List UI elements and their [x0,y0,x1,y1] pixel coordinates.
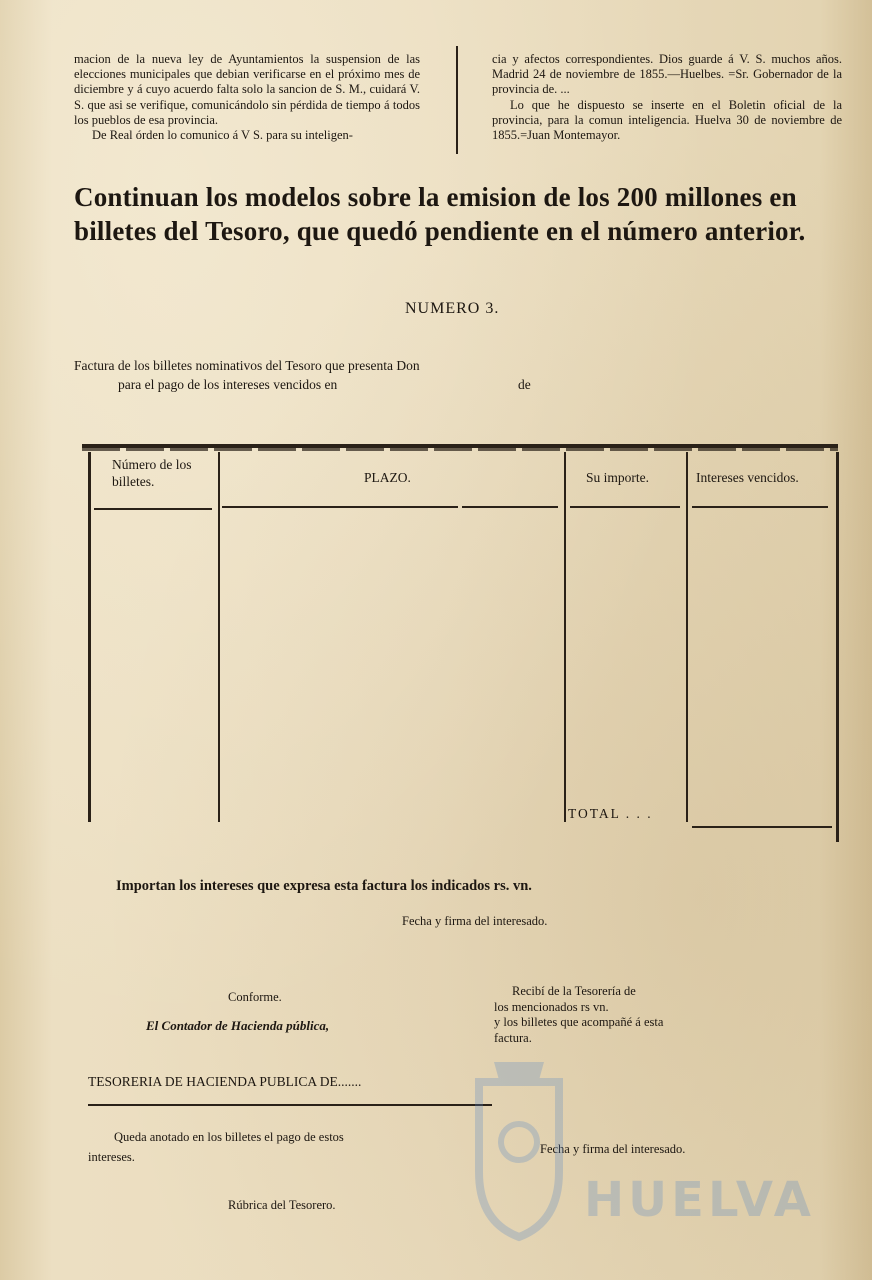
factura-line-2a: para el pago de los intereses vencidos en [118,377,338,392]
importan-line: Importan los intereses que expresa esta factura los indicados rs. vn. [116,878,532,894]
top-right-paragraph-1: cia y afectos correspondientes. Dios guarde á V. S. muchos años. Madrid 24 de noviembre de 1855.—Huelbes. =Sr. Gobernador de la provincia de. ... [492,52,842,97]
header-underline-2 [222,506,458,508]
tesoreria-rule [88,1104,492,1106]
header-underline-5 [692,506,828,508]
top-left-paragraph-1: macion de la nueva ley de Ayuntamientos la suspension de las elecciones municipales que debian verificarse en el próximo mes de diciembre y á cuyo acuerdo falta solo la sancion de S. M., cuidará V. S. que asi se verifique, comunicándolo sin pérdida de tiempo á todos los pueblos de esa provincia. [74,52,420,127]
table-rule-3 [686,452,688,822]
total-underline [692,826,832,828]
header-su-importe: Su importe. [586,470,649,485]
recibi-line-1: Recibí de la Tesorería de [512,984,636,998]
coat-of-arms-icon [464,1052,574,1242]
top-left-paragraph-2: De Real órden lo comunico á V S. para su inteligen- [92,128,353,143]
header-underline-1 [94,508,212,510]
recibi-line-3: y los billetes que acompañé á esta [494,1015,664,1029]
conforme-subtitle: El Contador de Hacienda pública, [146,1018,330,1033]
numero-label: NUMERO 3. [405,300,500,317]
table-top-dashes [82,448,838,451]
header-underline-4 [570,506,680,508]
table-left-border [88,452,91,822]
column-divider [456,46,458,154]
header-plazo: PLAZO. [364,470,411,485]
table-rule-2 [564,452,566,822]
headline: Continuan los modelos sobre la emision de los 200 millones en billetes del Tesoro, que quedó pendiente en el número anterior. [74,182,806,246]
total-label: TOTAL . . . [568,806,653,821]
rubrica-line: Rúbrica del Tesorero. [228,1198,336,1212]
factura-line-1: Factura de los billetes nominativos del Tesoro que presenta Don [74,358,420,373]
watermark-text: HUELVA [584,1172,815,1228]
factura-line-2b: de [518,377,531,392]
top-left-column [74,52,420,143]
recibi-line-4: factura. [494,1030,532,1045]
recibi-block [494,984,774,1046]
tesoreria-line: TESORERIA DE HACIENDA PUBLICA DE....... [88,1074,362,1089]
top-right-column [492,52,842,143]
header-intereses-vencidos: Intereses vencidos. [696,470,799,485]
header-underline-3 [462,506,558,508]
header-numero-billetes: Número de los billetes. [112,457,192,489]
queda-line-1: Queda anotado en los billetes el pago de estos [114,1130,344,1144]
top-right-paragraph-2: Lo que he dispuesto se inserte en el Boletin oficial de la provincia, para la comun inteligencia. Huelva 30 de noviembre de 1855.=Juan Montemayor. [492,97,842,143]
huelva-watermark [464,1052,815,1242]
fecha-firma-1: Fecha y firma del interesado. [402,914,548,928]
conforme-title: Conforme. [228,990,282,1004]
fecha-firma-2: Fecha y firma del interesado. [540,1142,686,1156]
table-rule-1 [218,452,220,822]
recibi-line-2: los mencionados rs vn. [494,999,609,1014]
queda-line-2: intereses. [88,1150,135,1164]
table-right-border [836,452,839,842]
